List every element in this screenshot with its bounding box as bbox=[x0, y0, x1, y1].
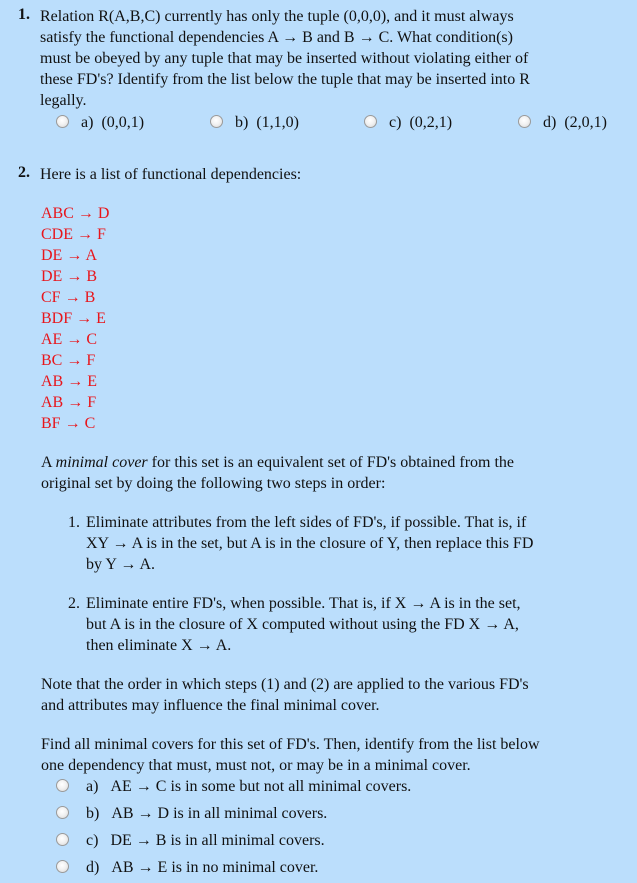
q2-option-c[interactable] bbox=[56, 832, 325, 850]
fd-item: ABC → D bbox=[41, 205, 110, 222]
q2-option-b-letter: b) bbox=[86, 805, 100, 822]
q1-radio-a[interactable] bbox=[56, 115, 69, 128]
q1-option-b-text: (1,1,0) bbox=[256, 114, 299, 131]
fd-item: DE → A bbox=[41, 247, 97, 264]
q2-option-a-letter: a) bbox=[86, 778, 99, 795]
q1-line: Relation R(A,B,C) currently has only the tuple (0,0,0), and it must always bbox=[40, 8, 514, 25]
q2-option-c-text: DE → B is in all minimal covers. bbox=[110, 832, 325, 849]
q1-option-b[interactable] bbox=[210, 114, 299, 132]
find-line: Find all minimal covers for this set of FD's. Then, identify from the list below bbox=[41, 736, 540, 753]
q2-radio-c[interactable] bbox=[56, 833, 69, 846]
fd-item: AB → F bbox=[41, 394, 97, 411]
q2-option-c-letter: c) bbox=[86, 832, 99, 849]
minimal-cover-term: minimal cover bbox=[55, 454, 148, 471]
minimal-cover-definition bbox=[41, 452, 606, 494]
q1-option-d-letter: d) bbox=[543, 114, 557, 131]
step-2-line: Eliminate entire FD's, when possible. That is, if X → A is in the set, bbox=[86, 595, 521, 612]
q1-option-a-letter: a) bbox=[81, 114, 94, 131]
q1-radio-b[interactable] bbox=[210, 115, 223, 128]
q2-option-a-text: AE → C is in some but not all minimal covers. bbox=[110, 778, 412, 795]
step-1-number: 1. bbox=[68, 514, 80, 531]
fd-item: BC → F bbox=[41, 352, 96, 369]
q1-option-c[interactable] bbox=[364, 114, 452, 132]
q2-radio-a[interactable] bbox=[56, 779, 69, 792]
fd-item: CDE → F bbox=[41, 226, 106, 243]
q1-option-c-letter: c) bbox=[389, 114, 402, 131]
q1-line: legally. bbox=[40, 92, 87, 109]
note-line: and attributes may influence the final minimal cover. bbox=[41, 697, 380, 714]
step-1-line: XY → A is in the set, but A is in the closure of Y, then replace this FD bbox=[86, 535, 534, 552]
step-1-line: Eliminate attributes from the left sides of FD's, if possible. That is, if bbox=[86, 514, 527, 531]
q2-number: 2. bbox=[18, 164, 30, 181]
q1-option-d-text: (2,0,1) bbox=[564, 114, 607, 131]
fd-item: BDF → E bbox=[41, 310, 106, 327]
q2-radio-b[interactable] bbox=[56, 806, 69, 819]
q1-option-d[interactable] bbox=[518, 114, 607, 132]
minimal-cover-pre: A bbox=[41, 454, 56, 471]
q1-line: these FD's? Identify from the list below the tuple that may be inserted into R bbox=[40, 71, 530, 88]
q1-option-c-text: (0,2,1) bbox=[409, 114, 453, 131]
step-2-text bbox=[86, 593, 596, 656]
fd-item: DE → B bbox=[41, 268, 97, 285]
q2-option-b-text: AB → D is in all minimal covers. bbox=[111, 805, 328, 822]
note-line: Note that the order in which steps (1) and (2) are applied to the various FD's bbox=[41, 676, 529, 693]
q1-line: satisfy the functional dependencies A → B and B → C. What condition(s) bbox=[40, 29, 513, 46]
step-2-number: 2. bbox=[68, 595, 80, 612]
fd-item: AB → E bbox=[41, 373, 97, 390]
minimal-cover-post: for this set is an equivalent set of FD's obtained from the bbox=[147, 454, 515, 471]
q2-radio-d[interactable] bbox=[56, 860, 69, 873]
q1-text bbox=[40, 6, 600, 111]
q2-option-d-letter: d) bbox=[86, 859, 100, 876]
q2-intro: Here is a list of functional dependencies: bbox=[40, 166, 302, 183]
fd-item: BF → C bbox=[41, 415, 96, 432]
q1-line: must be obeyed by any tuple that may be inserted without violating either of bbox=[40, 50, 529, 67]
fd-item: AE → C bbox=[41, 331, 97, 348]
step-2-line: but A is in the closure of X computed without using the FD X → A, bbox=[86, 616, 519, 633]
fd-item: CF → B bbox=[41, 289, 96, 306]
step-1-text bbox=[86, 512, 596, 575]
step-2-line: then eliminate X → A. bbox=[86, 637, 232, 654]
q1-option-a-text: (0,0,1) bbox=[101, 114, 145, 131]
q1-option-b-letter: b) bbox=[235, 114, 249, 131]
minimal-cover-line bbox=[41, 452, 606, 473]
q1-radio-c[interactable] bbox=[364, 115, 377, 128]
q2-option-a[interactable] bbox=[56, 778, 411, 796]
q1-number: 1. bbox=[18, 6, 30, 23]
note-paragraph bbox=[41, 674, 606, 716]
step-1-line: by Y → A. bbox=[86, 556, 156, 573]
find-line: one dependency that must, must not, or may be in a minimal cover. bbox=[41, 757, 471, 774]
find-paragraph bbox=[41, 734, 606, 776]
minimal-cover-line: original set by doing the following two steps in order: bbox=[41, 475, 386, 492]
q1-radio-d[interactable] bbox=[518, 115, 531, 128]
q2-option-d-text: AB → E is in no minimal cover. bbox=[111, 859, 319, 876]
q1-option-a[interactable] bbox=[56, 114, 144, 132]
q2-option-b[interactable] bbox=[56, 805, 327, 823]
q2-option-d[interactable] bbox=[56, 859, 318, 877]
